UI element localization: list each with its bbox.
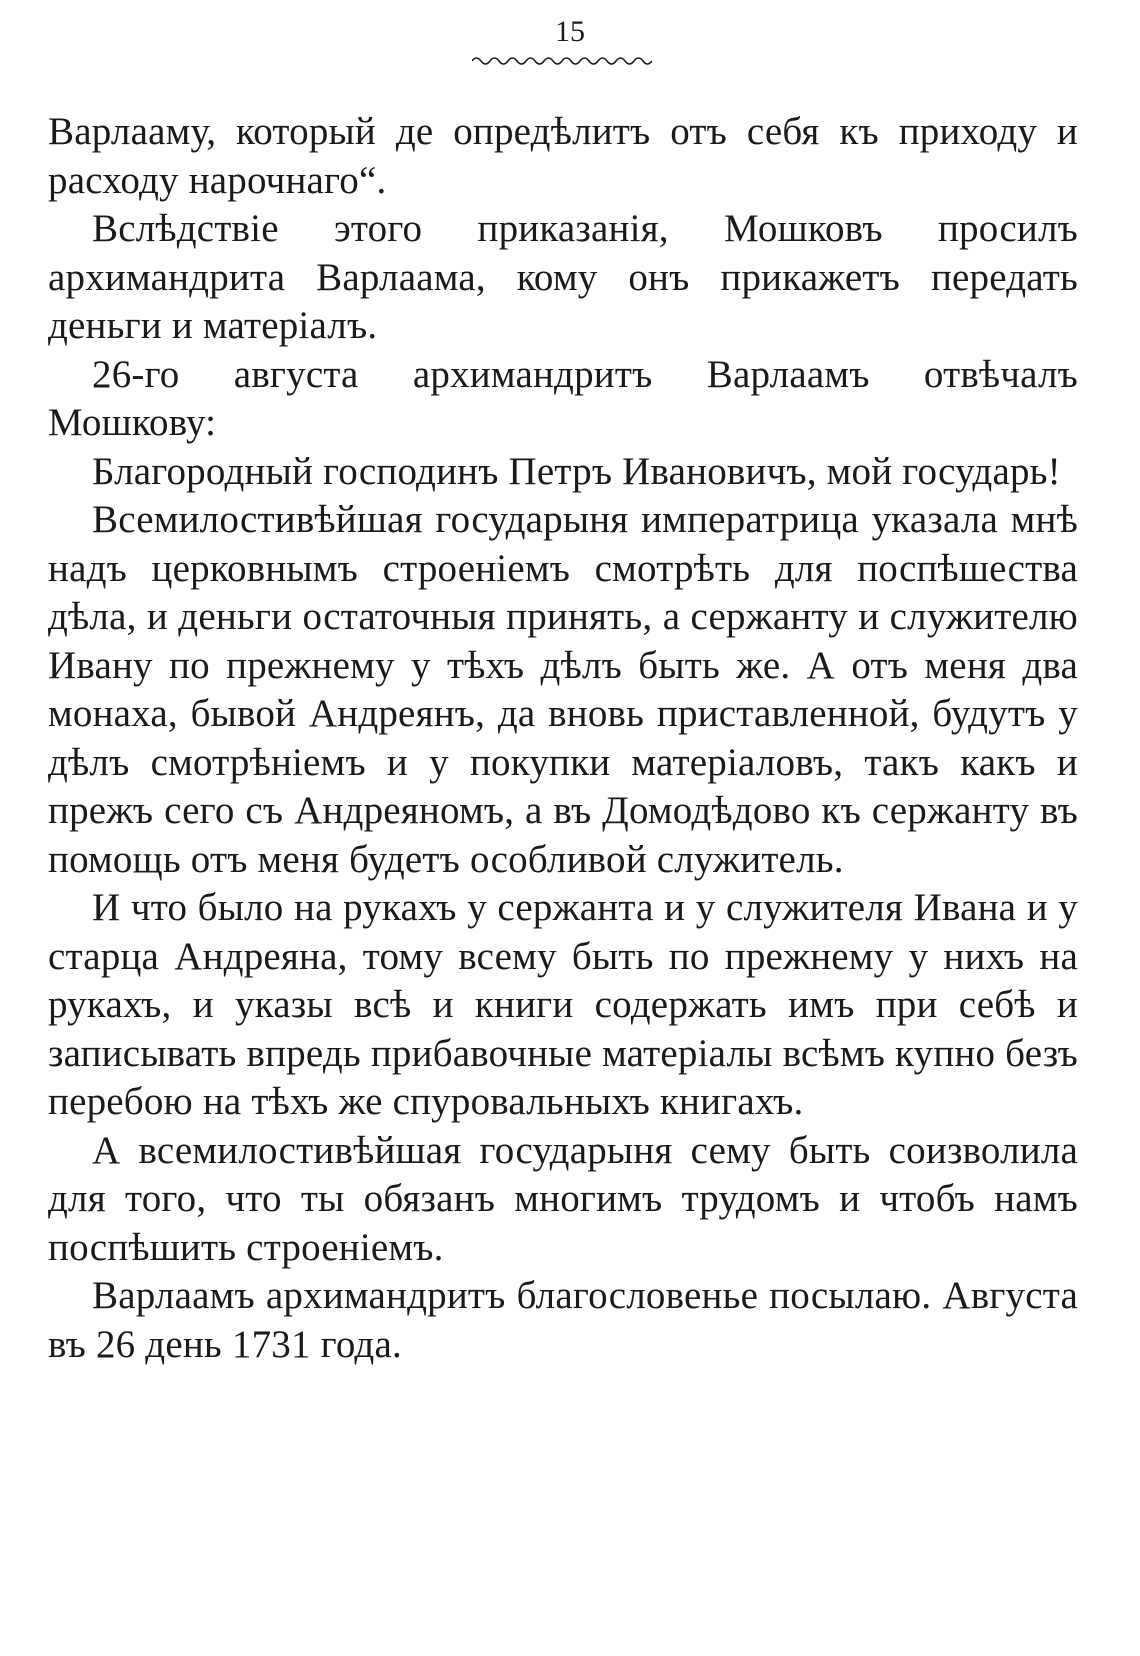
document-body <box>48 108 1078 1369</box>
paragraph-salutation: Благородный господинъ Петръ Ивановичъ, мой государь! <box>92 449 1061 493</box>
paragraph-reply-intro: 26-го августа архимандритъ Варлаамъ отвѣчалъ Мошкову: <box>48 352 1078 444</box>
paragraph-letter-body: Всемилостивѣйшая государыня императрица указала мнѣ надъ церковнымъ строеніемъ смотрѣть для поспѣшества дѣла, и деньги остаточныя принять, а сержанту и служителю Ивану по прежнему у тѣхъ дѣлъ быть же. А отъ меня два монаха, бывой Андреянъ, да вновь приставленной, будутъ у дѣлъ смотрѣніемъ и у покупки матеріаловъ, такъ какъ и прежъ сего съ Андреяномъ, а въ Домодѣдово къ сержанту въ помощь отъ меня будетъ особливой служитель. <box>48 498 1078 881</box>
page-number: 15 <box>555 15 585 48</box>
paragraph-letter-closing: Варлаамъ архимандритъ благословенье посылаю. Августа въ 26 день 1731 года. <box>48 1274 1078 1366</box>
paragraph-letter-consent: А всемилостивѣйшая государыня сему быть соизволила для того, что ты обязанъ многимъ трудомъ и чтобъ намъ поспѣшить строеніемъ. <box>48 1128 1078 1269</box>
wavy-rule-ornament <box>472 54 652 68</box>
paragraph-letter-hands: И что было на рукахъ у сержанта и у служителя Ивана и у старца Андреяна, тому всему быть по прежнему у нихъ на рукахъ, и указы всѣ и книги содержать имъ при себѣ и записывать впредь прибавочные матеріалы всѣмъ купно безъ перебою на тѣхъ же спуровальныхъ книгахъ. <box>48 886 1078 1123</box>
paragraph-request: Вслѣдствіе этого приказанія, Мошковъ просилъ архимандрита Варлаама, кому онъ прикажетъ передать деньги и матеріалъ. <box>48 207 1078 347</box>
paragraph-continuation: Варлааму, который де опредѣлитъ отъ себя къ приходу и расходу нарочнаго“. <box>48 110 1078 202</box>
